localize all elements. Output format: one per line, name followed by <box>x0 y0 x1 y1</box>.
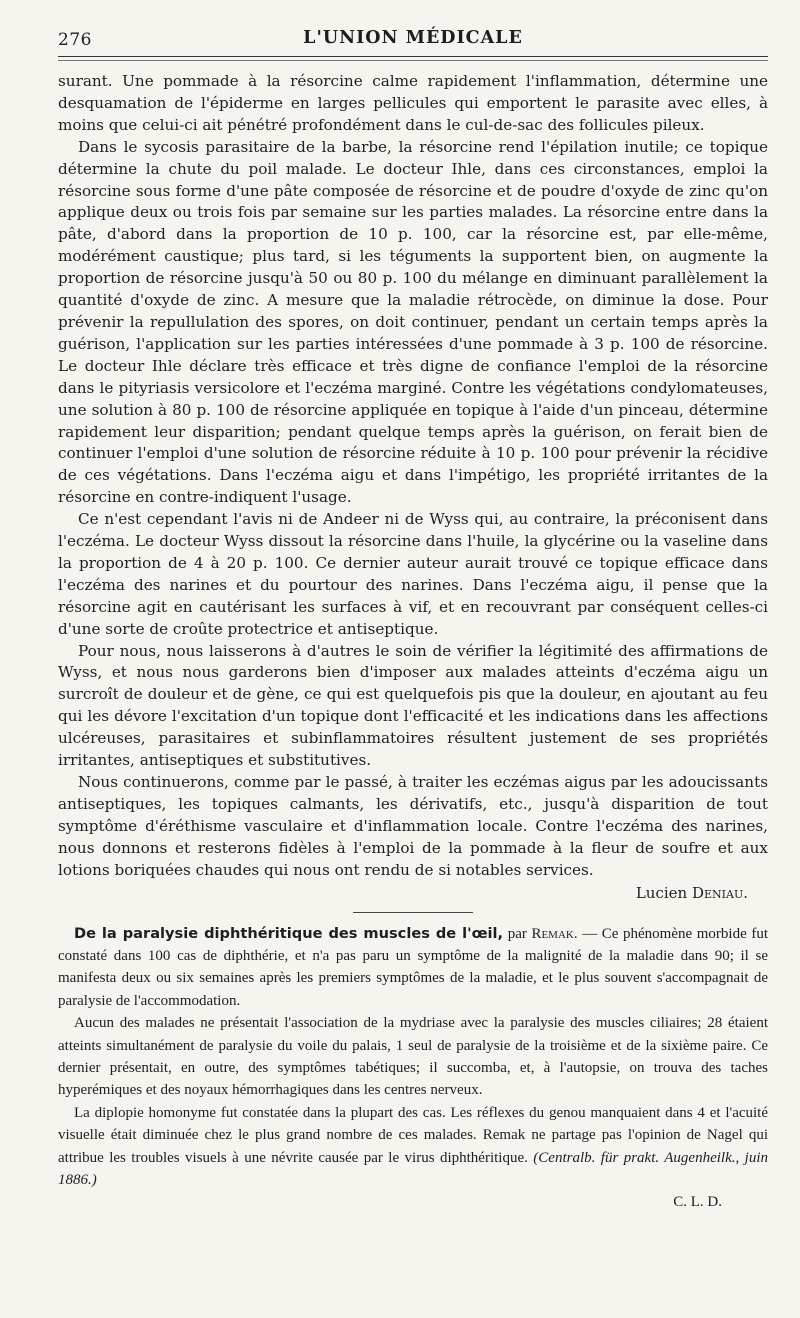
article-paralysie <box>58 923 768 1192</box>
signature-last-name: Deniau. <box>691 883 748 902</box>
article-lead-paragraph <box>58 923 768 1013</box>
article-resorcine <box>58 71 768 882</box>
paragraph: Pour nous, nous laisserons à d'autres le soin de vérifier la légitimité des affirmations de Wyss, et nous nous garderons bien d'imposer aux malades atteints d'eczéma aigu un surcroît de douleur et de gène, ce qui est quelquefois pis que la douleur, en ajoutant au feu qui les dévore l'excitation d'un topique dont l'efficacité et les indications dans les affections ulcéreuses, parasitaires et subinflammatoires résultent justement de ses propriétés irritantes, antiseptiques et substitutives. <box>58 641 768 770</box>
paragraph-last <box>58 1102 768 1192</box>
page-number: 276 <box>58 30 92 50</box>
last-paragraph-text: La diplopie homonyme fut constatée dans la plupart des cas. Les réflexes du genou manquaient dans 4 et l'acuité visuelle était diminuée chez le plus grand nombre de ces malades. Remak ne partage pas l'opinion de Nagel qui attribue les troubles visuels à une névrite causée par le virus diphthéritique. <box>58 1104 768 1166</box>
article-author: Remak. <box>531 925 578 942</box>
paragraph: surant. Une pommade à la résorcine calme rapidement l'inflammation, détermine une desquamation de l'épiderme en larges pellicules qui emportent le parasite avec elles, à moins que celui-ci ait pénétré profondément dans le cul-de-sac des follicules pileux. <box>58 72 768 134</box>
signature-first-name: Lucien <box>635 883 688 902</box>
article-title: De la paralysie diphthéritique des muscles de l'œil, <box>74 924 504 942</box>
paragraph: Ce n'est cependant l'avis ni de Andeer ni de Wyss qui, au contraire, la préconisent dans l'eczéma. Le docteur Wyss dissout la résorcine dans l'huile, la glycérine ou la vaseline dans la proportion de 4 à 20 p. 100. Ce dernier auteur aurait trouvé ce topique efficace dans l'eczéma des narines et du pourtour des narines. Dans l'eczéma aigu, il pense que la résorcine agit en cautérisant les surfaces à vif, et en recouvrant par conséquent celles-ci d'une sorte de croûte protectrice et antiseptique. <box>58 510 768 638</box>
running-title: L'UNION MÉDICALE <box>303 28 523 48</box>
header-rule-thin <box>58 60 768 61</box>
header-rule <box>58 56 768 57</box>
paragraph: Aucun des malades ne présentait l'association de la mydriase avec la paralysie des muscles ciliaires; 28 étaient atteints simultanément de paralysie du voile du palais, 1 seul de paralysie de la troisième et de la sixième paire. Ce dernier présentait, en outre, des symptômes tabétiques; il succomba, et, à l'autopsie, on trouva des taches hyperémiques et des noyaux hémorrhagiques dans les centres nerveux. <box>58 1015 768 1099</box>
source-citation: (Centralb. für prakt. Augenheilk., juin 1886.) <box>58 1149 768 1188</box>
lead-text: — Ce phénomène morbide fut constaté dans 100 cas de diphthérie, et n'a pas paru un symptôme de la malignité de la maladie dans 90; il se manifesta deux ou six semaines après les premiers symptômes de la maladie, et le plus souvent s'accompagnait de paralysie de l'accommodation. <box>58 925 768 1009</box>
section-divider <box>353 912 473 913</box>
paragraph: Nous continuerons, comme par le passé, à traiter les eczémas aigus par les adoucissants antiseptiques, les topiques calmants, les dérivatifs, etc., jusqu'à disparition de tout symptôme d'éréthisme vasculaire et d'inflammation locale. Contre l'eczéma des narines, nous donnons et resterons fidèles à l'emploi de la pommade à la fleur de soufre et aux lotions boriquées chaudes qui nous ont rendu de si notables services. <box>58 773 768 879</box>
paragraph: Dans le sycosis parasitaire de la barbe, la résorcine rend l'épilation inutile; ce topique détermine la chute du poil malade. Le docteur Ihle, dans ces circonstances, emploi la résorcine sous forme d'une pâte composée de résorcine et de poudre d'oxyde de zinc qu'on applique deux ou trois fois par semaine sur les parties malades. La résorcine entre dans la pâte, d'abord dans la proportion de 10 p. 100, car la résorcine est, par elle-même, modérément caustique; plus tard, si les téguments la supportent bien, on augmente la proportion de résorcine jusqu'à 50 ou 80 p. 100 du mélange en diminuant parallèlement la quantité d'oxyde de zinc. A mesure que la maladie rétrocède, on diminue la dose. Pour prévenir la repullulation des spores, on doit continuer, pendant un certain temps après la guérison, l'application sur les parties intéressées d'une pommade à 3 p. 100 de résorcine. Le docteur Ihle déclare très efficace et très digne de confiance l'emploi de la résorcine dans le pityriasis versicolore et l'eczéma marginé. Contre les végétations condylomateuses, une solution à 80 p. 100 de résorcine appliquée en topique à l'aide d'un pinceau, détermine rapidement leur disparition; pendant quelque temps après la guérison, on ferait bien de continuer l'emploi d'une solution de résorcine réduite à 10 p. 100 pour prévenir la récidive de ces végétations. Dans l'eczéma aigu et dans l'impétigo, les propriété irritantes de la résorcine en contre-indiquent l'usage. <box>58 137 768 507</box>
author-signature <box>58 882 768 904</box>
author-prefix: par <box>507 925 527 942</box>
article-initials: C. L. D. <box>673 1194 722 1211</box>
page-header <box>58 22 768 56</box>
